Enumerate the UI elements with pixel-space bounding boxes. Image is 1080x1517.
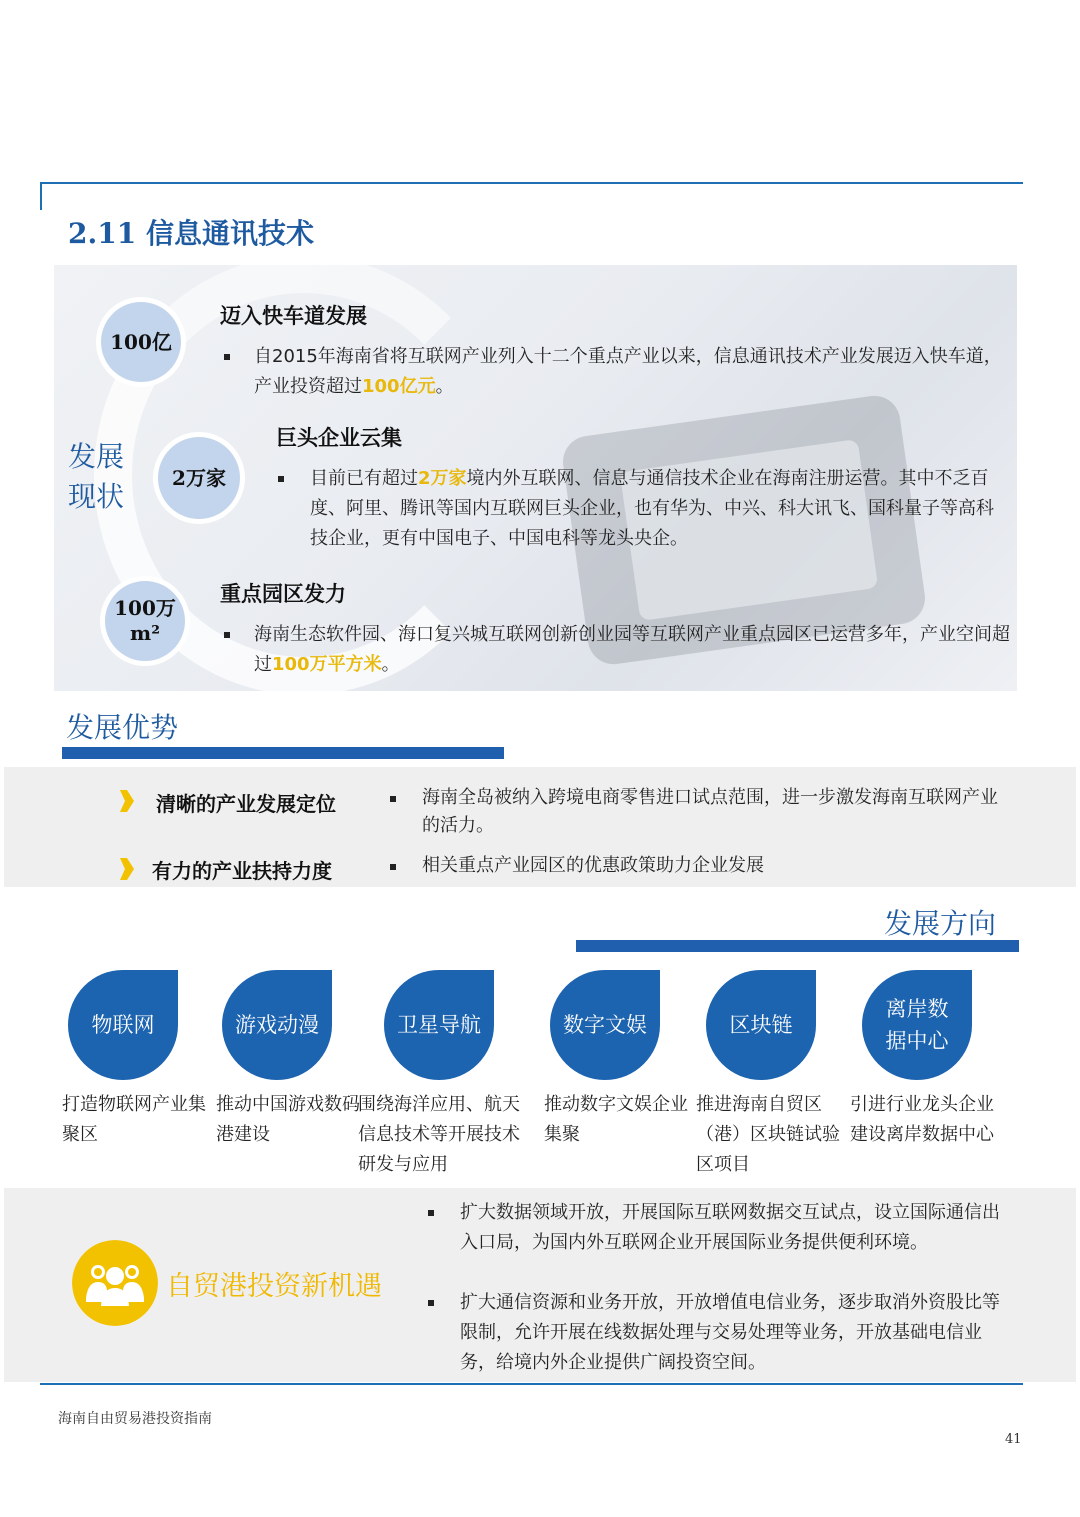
opportunity-bullet-1 <box>428 1210 434 1216</box>
status-label-line2: 现状 <box>68 480 125 513</box>
status-item-text-1-post: 。 <box>435 376 454 397</box>
status-item-title-3: 重点园区发力 <box>220 582 346 606</box>
direction-games-label: 游戏动漫 <box>235 1013 319 1037</box>
status-item-title-2: 巨头企业云集 <box>276 426 402 450</box>
bullet-3 <box>224 632 230 638</box>
status-item-text-3 <box>254 620 1010 680</box>
direction-blockchain-desc: 推进海南自贸区（港）区块链试验区项目 <box>696 1094 840 1175</box>
people-group-icon <box>72 1240 158 1326</box>
opportunity-text-2: 扩大通信资源和业务开放，开放增值电信业务，逐步取消外资股比等限制，允许开展在线数据处理与交易处理等业务，开放基础电信业务，给境内外企业提供广阔投资空间。 <box>460 1292 1000 1373</box>
advantage-desc-1: 海南全岛被纳入跨境电商零售进口试点范围，进一步激发海南互联网产业的活力。 <box>422 787 998 836</box>
direction-satellite-desc: 围绕海洋应用、航天信息技术等开展技术研发与应用 <box>358 1094 520 1175</box>
status-item-text-2-pre: 目前已有超过 <box>310 468 418 489</box>
direction-digital-ent-desc: 推动数字文娱企业集聚 <box>544 1094 688 1145</box>
direction-offshore-dc-label <box>886 993 949 1057</box>
footer-title: 海南自由贸易港投资指南 <box>58 1411 212 1427</box>
direction-iot <box>68 970 178 1080</box>
direction-blockchain-label: 区块链 <box>729 1013 793 1037</box>
arrow-bullet-icon <box>120 858 134 880</box>
status-label <box>68 437 124 517</box>
direction-iot-desc: 打造物联网产业集聚区 <box>62 1094 206 1145</box>
opportunity-text-1: 扩大数据领域开放，开展国际互联网数据交互试点，设立国际通信出入口局，为国内外互联网企业开展国际业务提供便利环境。 <box>460 1202 1000 1253</box>
status-item-text-2 <box>310 464 1006 554</box>
direction-games-desc: 推动中国游戏数码港建设 <box>216 1094 360 1145</box>
direction-offshore-dc-line2: 据中心 <box>885 1029 949 1053</box>
advantage-desc-2: 相关重点产业园区的优惠政策助力企业发展 <box>422 855 764 876</box>
status-item-title-1: 迈入快车道发展 <box>220 304 367 328</box>
direction-satellite <box>384 970 494 1080</box>
direction-blockchain <box>706 970 816 1080</box>
advantage-bullet-2 <box>390 864 396 870</box>
advantage-name-1: 清晰的产业发展定位 <box>156 792 336 816</box>
bullet-2 <box>278 476 284 482</box>
badge-companies <box>153 432 245 524</box>
direction-digital-ent <box>550 970 660 1080</box>
status-item-text-1 <box>254 342 1004 402</box>
status-item-highlight-2: 2万家 <box>418 468 467 489</box>
badge-park-area <box>100 576 190 666</box>
footer-rule <box>40 1383 1023 1385</box>
direction-satellite-label: 卫星导航 <box>397 1013 481 1037</box>
status-label-line1: 发展 <box>68 440 125 473</box>
direction-digital-ent-label: 数字文娱 <box>563 1013 647 1037</box>
section-title: 2.11 信息通讯技术 <box>68 217 314 250</box>
status-item-text-3-pre: 海南生态软件园、海口复兴城互联网创新创业园等互联网产业重点园区已运营多年，产业空间超过 <box>254 624 1010 675</box>
advantages-title: 发展优势 <box>66 711 179 744</box>
directions-title: 发展方向 <box>884 907 997 940</box>
arrow-bullet-icon <box>120 790 134 812</box>
badge-park-area-line2: m² <box>130 621 160 645</box>
direction-games <box>222 970 332 1080</box>
header-rule <box>40 182 1023 184</box>
direction-offshore-dc <box>862 970 972 1080</box>
advantages-title-bar <box>62 747 504 759</box>
badge-park-area-line1: 100万 <box>114 596 176 620</box>
badge-investment <box>96 297 186 387</box>
advantage-name-2: 有力的产业扶持力度 <box>152 859 332 883</box>
status-item-highlight-3: 100万平方米 <box>272 654 382 675</box>
direction-iot-label: 物联网 <box>91 1013 155 1037</box>
opportunity-bullet-2 <box>428 1300 434 1306</box>
header-rule-corner <box>40 182 42 210</box>
status-item-highlight-1: 100亿元 <box>362 376 436 397</box>
opportunity-title: 自贸港投资新机遇 <box>166 1271 382 1302</box>
advantage-bullet-1 <box>390 796 396 802</box>
status-item-text-3-post: 。 <box>381 654 400 675</box>
page-number: 41 <box>1005 1432 1022 1447</box>
direction-offshore-dc-line1: 离岸数 <box>885 997 949 1021</box>
badge-investment-text: 100亿 <box>110 329 172 354</box>
status-item-text-2-post: 境内外互联网、信息与通信技术企业在海南注册运营。其中不乏百度、阿里、腾讯等国内互联网巨头企业，也有华为、中兴、科大讯飞、国科量子等高科技企业，更有中国电子、中国电科等龙头央企。 <box>310 468 994 549</box>
direction-offshore-dc-desc: 引进行业龙头企业建设离岸数据中心 <box>850 1094 994 1145</box>
status-item-text-1-pre: 自2015年海南省将互联网产业列入十二个重点产业以来，信息通讯技术产业发展迈入快车道，产业投资超过 <box>254 346 1002 397</box>
badge-companies-text: 2万家 <box>172 465 226 490</box>
badge-park-area-text <box>114 596 176 646</box>
directions-title-bar <box>576 940 1019 952</box>
bullet-1 <box>224 354 230 360</box>
